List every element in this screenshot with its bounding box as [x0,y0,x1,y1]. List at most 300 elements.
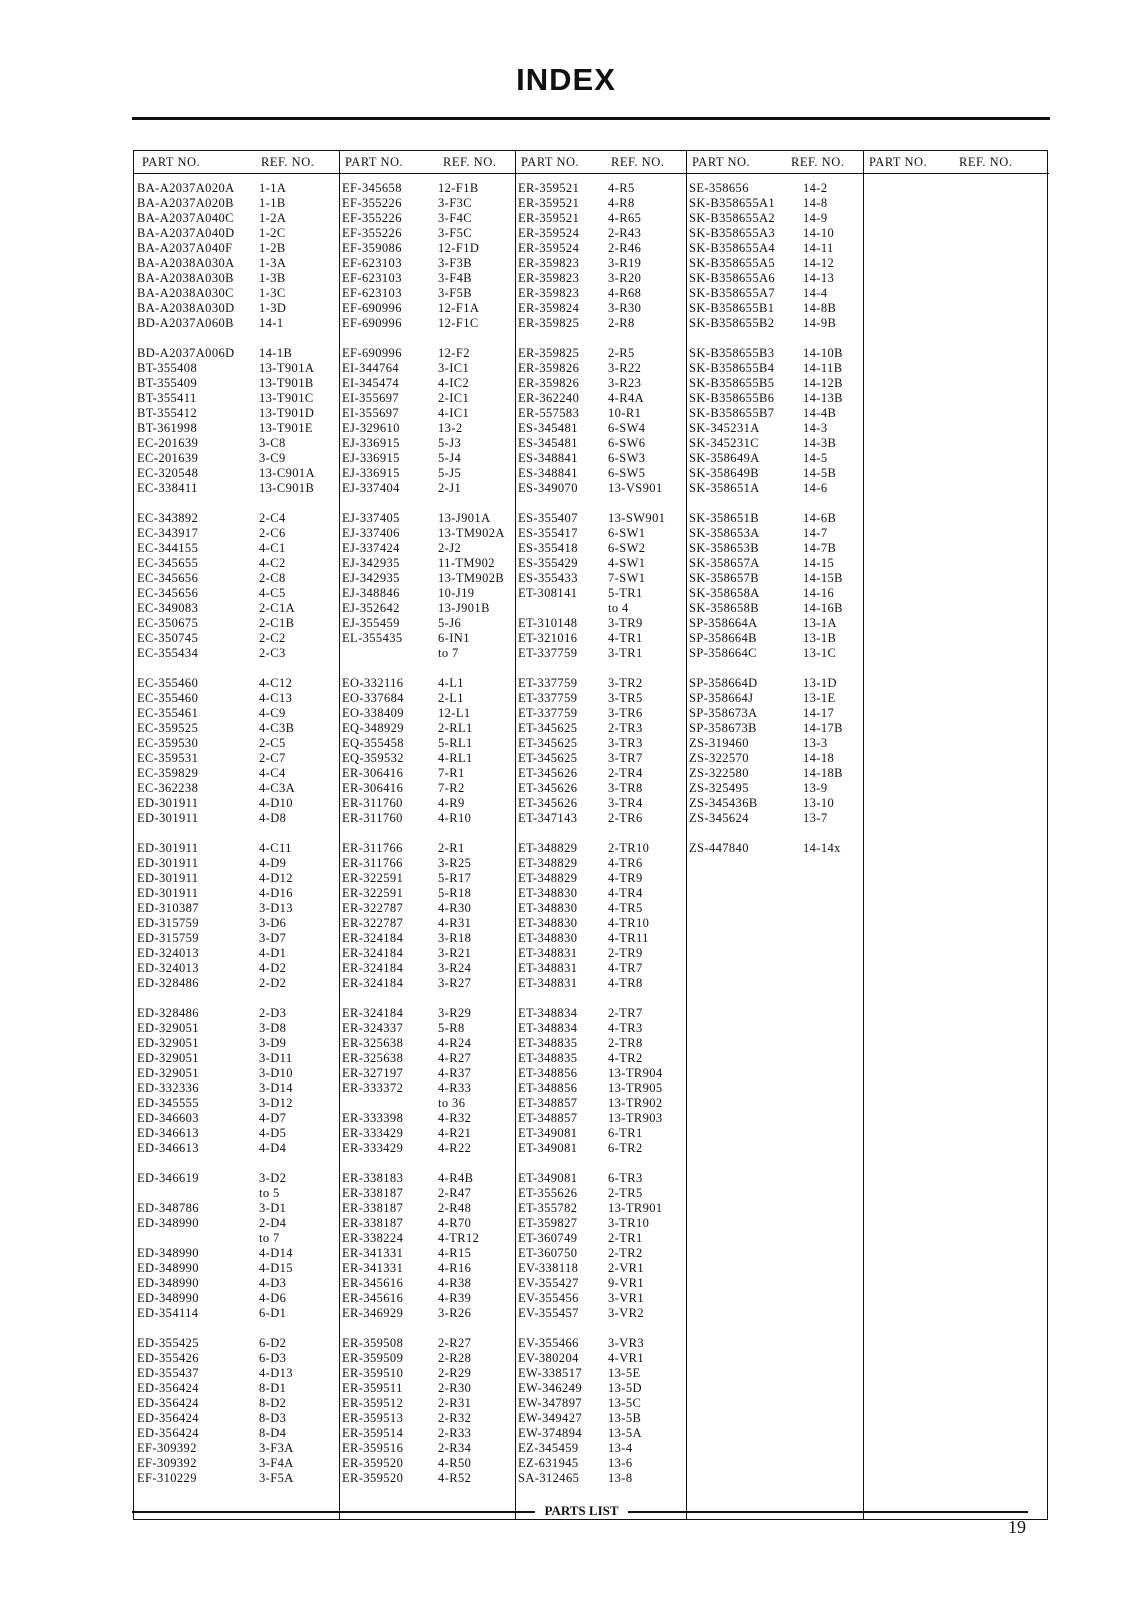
ref-no: 8-D2 [259,1396,287,1410]
ref-no: 4-R38 [438,1276,472,1290]
ref-no: 6-TR1 [608,1126,643,1140]
ref-no: 8-D3 [259,1411,287,1425]
index-entry [689,346,862,361]
index-entry [342,1366,514,1381]
index-entry [342,196,514,211]
part-no: ZS-325495 [689,781,749,795]
ref-no: 3-TR8 [608,781,643,795]
part-no: SK-358657A [689,556,760,570]
part-no: SK-B358655B4 [689,361,775,375]
part-no: BA-A2038A030B [137,271,234,285]
part-no: ET-348831 [518,976,578,990]
part-no: ER-311766 [342,841,403,855]
ref-no: 2-C2 [259,631,286,645]
part-no: SK-358658A [689,586,760,600]
part-no: EC-359531 [137,751,199,765]
ref-no: 14-13 [803,271,835,285]
ref-no: 13-7 [803,811,828,825]
part-no: ED-329051 [137,1036,199,1050]
ref-no: 4-R8 [608,196,635,210]
ref-no: 2-J1 [438,481,462,495]
part-no: EC-355434 [137,646,199,660]
part-no: ET-348834 [518,1006,578,1020]
ref-no: 2-VR1 [608,1261,645,1275]
footer-rule-right [628,1511,1028,1513]
index-entry [342,766,514,781]
ref-no: 4-D16 [259,886,293,900]
index-entry [342,211,514,226]
ref-no: 14-8B [803,301,837,315]
index-entry [518,886,685,901]
part-no: SK-B358655B7 [689,406,775,420]
column-header [686,151,863,174]
part-no: ET-348831 [518,961,578,975]
index-entry [137,1021,338,1036]
index-entry [137,571,338,586]
index-entry [342,301,514,316]
part-no: SK-345231C [689,436,759,450]
index-entry [518,511,685,526]
index-entry [342,1291,514,1306]
part-no: ET-349081 [518,1126,578,1140]
index-entry [518,601,685,616]
part-no: EC-355460 [137,691,199,705]
part-no: SK-345231A [689,421,760,435]
ref-no: 3-D7 [259,931,287,945]
part-no: EC-359530 [137,736,199,750]
ref-no: 13-T901B [259,376,314,390]
part-no: ED-301911 [137,886,199,900]
entry-group [137,1006,338,1171]
ref-no: 3-R21 [438,946,472,960]
part-no: BT-361998 [137,421,198,435]
index-entry [342,1441,514,1456]
index-entry [518,1171,685,1186]
part-no: EL-355435 [342,631,403,645]
part-no: EV-355427 [518,1276,579,1290]
part-no: EZ-631945 [518,1456,579,1470]
ref-no: 12-F2 [438,346,470,360]
index-entry [137,511,338,526]
header-ref-no: REF. NO. [791,155,845,169]
index-entry [342,421,514,436]
index-entry [137,1306,338,1321]
part-no: ED-301911 [137,871,199,885]
index-entry [137,436,338,451]
ref-no: 4-C5 [259,586,286,600]
ref-no: 6-D1 [259,1306,287,1320]
ref-no: 13-J901A [438,511,491,525]
index-entry [342,1411,514,1426]
column-divider [863,151,864,1519]
index-entry [518,721,685,736]
part-no: ER-359513 [342,1411,404,1425]
ref-no: to 7 [259,1231,280,1245]
part-no: EJ-336915 [342,436,400,450]
index-entry [137,1426,338,1441]
index-entry [518,691,685,706]
part-no: EJ-337405 [342,511,400,525]
index-entry [518,526,685,541]
ref-no: 3-R29 [438,1006,472,1020]
part-no: ER-359524 [518,241,580,255]
ref-no: 6-SW3 [608,451,646,465]
ref-no: 5-J3 [438,436,462,450]
part-no: ER-311766 [342,856,403,870]
ref-no: 8-D4 [259,1426,287,1440]
part-no: ES-349070 [518,481,578,495]
index-entry [518,781,685,796]
part-no: SK-B358655A2 [689,211,776,225]
ref-no: 14-6 [803,481,828,495]
index-entry [518,181,685,196]
ref-no: 13-T901C [259,391,314,405]
index-entry [689,316,862,331]
index-entry [342,1246,514,1261]
part-no: SK-B358655A1 [689,196,776,210]
part-no: EI-355697 [342,391,400,405]
entry-group [518,1336,685,1501]
ref-no: 2-R31 [438,1396,472,1410]
index-entry [342,1231,514,1246]
ref-no: 4-C4 [259,766,286,780]
ref-no: 2-C5 [259,736,286,750]
part-no: ER-338183 [342,1171,404,1185]
part-no: ER-333372 [342,1081,404,1095]
index-entry [342,316,514,331]
index-entry [137,181,338,196]
part-no: ER-359823 [518,271,580,285]
part-no: ED-345555 [137,1096,199,1110]
ref-no: 4-R30 [438,901,472,915]
index-entry [137,271,338,286]
part-no: ED-315759 [137,931,199,945]
ref-no: 13-J901B [438,601,490,615]
part-no: ER-333429 [342,1141,404,1155]
ref-no: 2-R43 [608,226,642,240]
part-no: ER-359521 [518,196,580,210]
index-entry [342,1426,514,1441]
part-no: BD-A2037A060B [137,316,234,330]
index-entry [137,586,338,601]
ref-no: 3-C9 [259,451,286,465]
index-entry [518,1336,685,1351]
ref-no: 9-VR1 [608,1276,645,1290]
ref-no: 2-R8 [608,316,635,330]
index-entry [342,1456,514,1471]
part-no: ET-348830 [518,886,578,900]
ref-no: 2-C4 [259,511,286,525]
index-entry [137,286,338,301]
ref-no: 6-D3 [259,1351,287,1365]
index-entry [689,691,862,706]
part-no: ET-337759 [518,706,578,720]
ref-no: 14-10 [803,226,835,240]
part-no: EJ-355459 [342,616,400,630]
part-no: ET-348856 [518,1081,578,1095]
part-no: ER-338187 [342,1186,404,1200]
index-entry [689,391,862,406]
ref-no: 13-5B [608,1411,642,1425]
ref-no: 14-6B [803,511,837,525]
part-no: ER-557583 [518,406,580,420]
part-no: ET-345625 [518,736,578,750]
entry-group [342,676,514,841]
index-entry [689,586,862,601]
entry-group [137,346,338,511]
part-no: EW-346249 [518,1381,583,1395]
part-no: BT-355411 [137,391,197,405]
index-entry [342,1126,514,1141]
index-entry [137,781,338,796]
index-entry [137,361,338,376]
index-entry [518,256,685,271]
index-entry [342,271,514,286]
ref-no: 13-9 [803,781,828,795]
part-no: EF-359086 [342,241,402,255]
ref-no: 14-2 [803,181,828,195]
part-no: ED-346613 [137,1126,199,1140]
ref-no: 3-D11 [259,1051,293,1065]
ref-no: 3-TR1 [608,646,643,660]
index-entry [137,1411,338,1426]
ref-no: 4-R32 [438,1111,472,1125]
ref-no: 12-F1A [438,301,480,315]
part-no: SK-358651B [689,511,759,525]
index-entry [137,1171,338,1186]
part-no: ZS-319460 [689,736,749,750]
index-entry [137,1186,338,1201]
ref-no: 13-T901E [259,421,313,435]
ref-no: 14-9 [803,211,828,225]
index-entry [342,706,514,721]
entry-group [137,181,338,346]
part-no: ER-345616 [342,1291,404,1305]
part-no: SK-358653B [689,541,759,555]
ref-no: 4-IC2 [438,376,470,390]
index-entry [342,691,514,706]
part-no: SK-358649B [689,466,759,480]
part-no: ET-348830 [518,901,578,915]
part-no: ED-301911 [137,841,199,855]
index-entry [137,1471,338,1486]
part-no: ET-308141 [518,586,578,600]
ref-no: 6-SW4 [608,421,646,435]
part-no: ES-355407 [518,511,578,525]
index-entry [689,631,862,646]
part-no: EC-345656 [137,571,199,585]
part-no: SK-B358655A3 [689,226,776,240]
index-entry [518,1111,685,1126]
part-no: ET-337759 [518,676,578,690]
ref-no: 3-R30 [608,301,642,315]
ref-no: 4-C3A [259,781,296,795]
index-entry [689,616,862,631]
ref-no: 14-11B [803,361,843,375]
index-entry [518,211,685,226]
ref-no: 3-D6 [259,916,287,930]
part-no: ZS-345624 [689,811,749,825]
index-entry [518,1096,685,1111]
index-entry [689,811,862,826]
part-no: ED-356424 [137,1411,199,1425]
part-no: ER-359516 [342,1441,404,1455]
part-no: ER-359520 [342,1471,404,1485]
ref-no: 14-17 [803,706,835,720]
entry-group [518,181,685,346]
ref-no: 13-TM902A [438,526,505,540]
part-no: ET-360750 [518,1246,578,1260]
part-no: EC-359525 [137,721,199,735]
ref-no: 14-3B [803,436,837,450]
index-entry [342,796,514,811]
ref-no: 4-C3B [259,721,295,735]
index-column [137,181,338,1501]
index-entry [137,961,338,976]
ref-no: 5-J5 [438,466,462,480]
part-no: ER-322591 [342,871,404,885]
part-no: ER-359514 [342,1426,404,1440]
part-no: ET-348829 [518,856,578,870]
part-no: ER-359826 [518,361,580,375]
page-number: 19 [1008,1517,1026,1537]
index-entry [342,1396,514,1411]
part-no: EJ-342935 [342,556,400,570]
ref-no: 4-D2 [259,961,287,975]
ref-no: 14-13B [803,391,843,405]
ref-no: 3-F3B [438,256,472,270]
header-ref-no: REF. NO. [611,155,665,169]
part-no: EJ-352642 [342,601,400,615]
part-no: SK-B358655A4 [689,241,776,255]
ref-no: 3-R22 [608,361,642,375]
index-entry [689,466,862,481]
ref-no: 2-TR9 [608,946,643,960]
index-entry [137,1366,338,1381]
ref-no: 13-T901A [259,361,315,375]
part-no: ED-348990 [137,1216,199,1230]
index-entry [137,1351,338,1366]
index-entry [518,1351,685,1366]
ref-no: 3-F5A [259,1471,294,1485]
ref-no: 2-TR8 [608,1036,643,1050]
ref-no: 4-TR6 [608,856,643,870]
ref-no: 3-R20 [608,271,642,285]
header-part-no: PART NO. [345,155,404,169]
ref-no: 13-C901A [259,466,315,480]
index-entry [689,181,862,196]
header-part-no: PART NO. [869,155,928,169]
index-entry [518,811,685,826]
index-entry [342,451,514,466]
ref-no: 3-VR1 [608,1291,645,1305]
ref-no: 3-R23 [608,376,642,390]
index-entry [342,1306,514,1321]
part-no: ER-338224 [342,1231,404,1245]
part-no: EW-347897 [518,1396,583,1410]
index-entry [137,706,338,721]
ref-no: 6-SW1 [608,526,646,540]
index-entry [137,796,338,811]
index-entry [342,1336,514,1351]
entry-group [518,841,685,1006]
part-no: ED-324013 [137,961,199,975]
part-no: ED-346603 [137,1111,199,1125]
ref-no: 4-C2 [259,556,286,570]
ref-no: 3-R18 [438,931,472,945]
ref-no: 4-R27 [438,1051,472,1065]
ref-no: 13-1B [803,631,837,645]
index-entry [342,1021,514,1036]
part-no: ED-332336 [137,1081,199,1095]
index-entry [342,721,514,736]
ref-no: 2-C3 [259,646,286,660]
part-no: ES-348841 [518,451,578,465]
ref-no: 13-3 [803,736,828,750]
index-entry [137,721,338,736]
part-no: SK-B358655B1 [689,301,775,315]
index-entry [342,1201,514,1216]
part-no: EC-344155 [137,541,199,555]
part-no: ER-306416 [342,766,404,780]
index-entry [518,586,685,601]
part-no: EQ-355458 [342,736,404,750]
ref-no: 14-18 [803,751,835,765]
part-no: SA-312465 [518,1471,580,1485]
part-no: SK-358653A [689,526,760,540]
index-entry [137,1231,338,1246]
ref-no: 2-D3 [259,1006,287,1020]
part-no: EF-623103 [342,286,402,300]
part-no: EF-355226 [342,226,402,240]
ref-no: 4-R9 [438,796,465,810]
part-no: SK-358651A [689,481,760,495]
part-no: ER-341331 [342,1261,404,1275]
part-no: ED-301911 [137,856,199,870]
index-entry [137,856,338,871]
ref-no: 4-TR9 [608,871,643,885]
index-entry [689,571,862,586]
ref-no: 14-14x [803,841,841,855]
entry-group [689,511,862,676]
index-entry [342,1186,514,1201]
ref-no: 7-R1 [438,766,465,780]
index-entry [518,676,685,691]
part-no: ER-322787 [342,916,404,930]
ref-no: 4-SW1 [608,556,646,570]
part-no: SK-358657B [689,571,759,585]
ref-no: 3-R26 [438,1306,472,1320]
ref-no: 4-D4 [259,1141,287,1155]
index-entry [342,616,514,631]
index-entry [518,316,685,331]
index-entry [689,751,862,766]
part-no: BT-355408 [137,361,198,375]
part-no: ED-329051 [137,1021,199,1035]
ref-no: 2-R33 [438,1426,472,1440]
ref-no: 4-D5 [259,1126,287,1140]
index-entry [518,1006,685,1021]
part-no: EC-320548 [137,466,199,480]
ref-no: to 4 [608,601,629,615]
index-entry [137,466,338,481]
part-no: ED-301911 [137,811,199,825]
index-entry [518,841,685,856]
index-entry [518,556,685,571]
ref-no: 12-F1C [438,316,479,330]
ref-no: 14-7B [803,541,837,555]
index-entry [689,301,862,316]
